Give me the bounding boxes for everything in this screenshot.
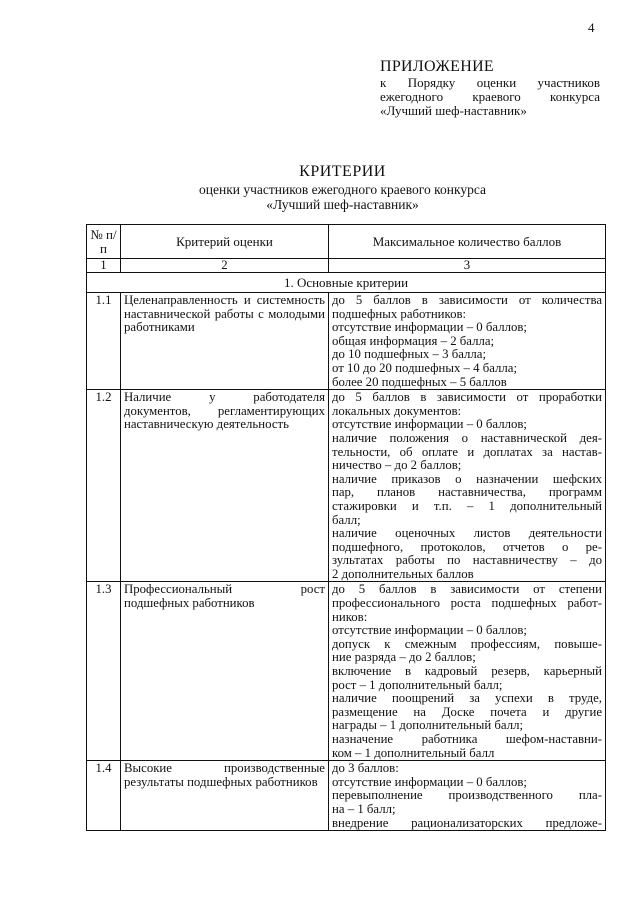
score-line: пар, планов наставничества, программ bbox=[332, 485, 602, 500]
score-line: ние разряда – до 2 баллов; bbox=[332, 650, 476, 665]
score-line: балл; bbox=[332, 512, 361, 527]
score-line: отсутствие информации – 0 баллов; bbox=[332, 623, 527, 638]
column-number: 2 bbox=[121, 259, 329, 273]
score-line: до 10 подшефных – 3 балла; bbox=[332, 347, 487, 362]
score-line: ников: bbox=[332, 609, 368, 624]
column-number: 1 bbox=[87, 259, 121, 273]
score-line: 2 дополнительных баллов bbox=[332, 566, 474, 581]
score-line: отсутствие информации – 0 баллов; bbox=[332, 320, 527, 335]
row-number: 1.1 bbox=[87, 293, 121, 390]
score-line: стажировки и т.п. – 1 дополнительный bbox=[332, 498, 602, 513]
document-heading bbox=[80, 163, 605, 212]
score-line: локальных документов: bbox=[332, 403, 462, 418]
criterion-text: Высокие производственные результаты подшефных работников bbox=[121, 761, 329, 831]
score-line: перевыполнение производственного пла- bbox=[332, 788, 602, 803]
score-description bbox=[329, 761, 606, 831]
row-number: 1.2 bbox=[87, 390, 121, 582]
header-num: № п/п bbox=[87, 225, 121, 259]
table-header-row bbox=[87, 225, 606, 259]
section-title: 1. Основные критерии bbox=[87, 273, 606, 293]
score-line: тельности, об оплате и доплатах за настав- bbox=[332, 444, 602, 459]
appendix-line: «Лучший шеф-наставник» bbox=[380, 103, 527, 118]
score-line: включение в кадровый резерв, карьерный bbox=[332, 664, 602, 679]
score-line: отсутствие информации – 0 баллов; bbox=[332, 774, 527, 789]
score-line: на – 1 балл; bbox=[332, 801, 396, 816]
table-row bbox=[87, 293, 606, 390]
score-description bbox=[329, 582, 606, 761]
row-number: 1.4 bbox=[87, 761, 121, 831]
score-line: рост – 1 дополнительный балл; bbox=[332, 677, 503, 692]
score-line: назначение работника шефом-наставни- bbox=[332, 732, 602, 746]
appendix-line: ежегодного краевого конкурса bbox=[380, 89, 600, 104]
heading-line: оценки участников ежегодного краевого конкурса bbox=[199, 182, 486, 197]
score-line: подшефных работников: bbox=[332, 306, 467, 321]
score-line: до 5 баллов в зависимости от проработки bbox=[332, 390, 602, 405]
score-description bbox=[329, 390, 606, 582]
score-line: до 5 баллов в зависимости от количества bbox=[332, 293, 602, 307]
criterion-text: Наличие у работодателя документов, регламентирующих наставническую деятельность bbox=[121, 390, 329, 582]
header-criterion: Критерий оценки bbox=[121, 225, 329, 259]
score-line: зультатах работы по наставничеству – до bbox=[332, 553, 602, 568]
score-line: размещение на Доске почета и другие bbox=[332, 704, 602, 719]
score-line: допуск к смежным профессиям, повыше- bbox=[332, 636, 602, 651]
appendix-line: к Порядку оценки участников bbox=[380, 75, 600, 90]
criteria-table bbox=[86, 224, 606, 831]
table-row bbox=[87, 582, 606, 761]
column-number: 3 bbox=[329, 259, 606, 273]
appendix-block bbox=[380, 58, 600, 118]
score-line: более 20 подшефных – 5 баллов bbox=[332, 374, 507, 389]
score-line: ком – 1 дополнительный балл bbox=[332, 745, 495, 760]
score-line: до 5 баллов в зависимости от степени bbox=[332, 582, 602, 597]
score-line: наличие оценочных листов деятельности bbox=[332, 526, 602, 541]
score-line: наличие поощрений за успехи в труде, bbox=[332, 691, 602, 706]
appendix-title: ПРИЛОЖЕНИЕ bbox=[380, 58, 495, 75]
score-line: отсутствие информации – 0 баллов; bbox=[332, 417, 527, 432]
score-line: до 3 баллов: bbox=[332, 761, 399, 776]
score-line: общая информация – 2 балла; bbox=[332, 333, 495, 348]
score-description bbox=[329, 293, 606, 390]
column-number-row bbox=[87, 259, 606, 273]
criterion-text: Целенаправленность и системность наставнической работы с молодыми работниками bbox=[121, 293, 329, 390]
row-number: 1.3 bbox=[87, 582, 121, 761]
score-line: награды – 1 дополнительный балл; bbox=[332, 718, 524, 733]
table-row bbox=[87, 761, 606, 831]
score-line: наличие положения о наставнической дея- bbox=[332, 430, 602, 445]
section-row bbox=[87, 273, 606, 293]
score-line: от 10 до 20 подшефных – 4 балла; bbox=[332, 360, 518, 375]
header-max-score: Максимальное количество баллов bbox=[329, 225, 606, 259]
score-line: внедрение рационализаторских предложе- bbox=[332, 815, 602, 830]
table-row bbox=[87, 390, 606, 582]
criterion-text: Профессиональный рост подшефных работников bbox=[121, 582, 329, 761]
score-line: ничество – до 2 баллов; bbox=[332, 458, 462, 473]
heading-title: КРИТЕРИИ bbox=[299, 163, 386, 180]
score-line: профессионального роста подшефных работ- bbox=[332, 596, 602, 611]
heading-line: «Лучший шеф-наставник» bbox=[266, 197, 419, 212]
score-line: подшефного, протоколов, отчетов о ре- bbox=[332, 539, 602, 554]
page-number: 4 bbox=[588, 20, 595, 35]
score-line: наличие приказов о назначении шефских bbox=[332, 471, 602, 486]
